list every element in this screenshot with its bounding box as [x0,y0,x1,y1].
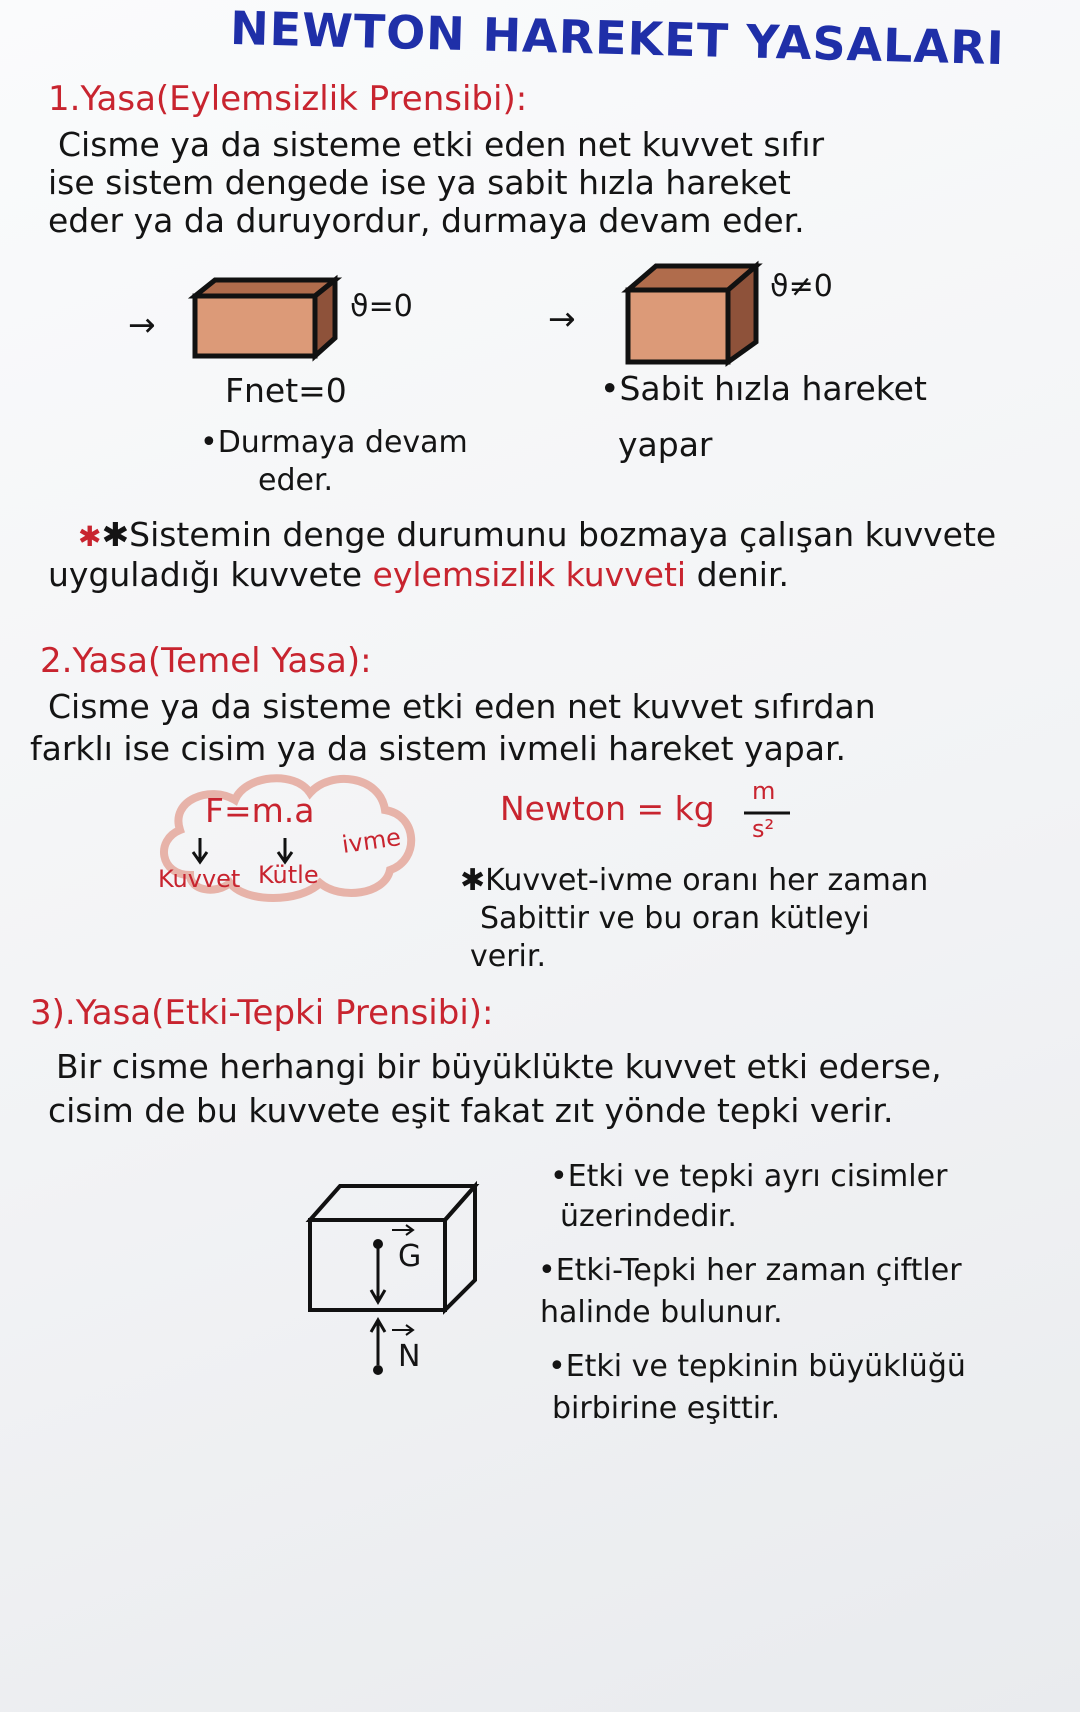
fnet-label: Fnet=0 [225,371,347,410]
star-note-line-1: ✱✱Sistemin denge durumunu bozmaya çalışan kuvvete [78,515,997,554]
law3-bullet-3a: •Etki ve tepkinin büyüklüğü [548,1349,966,1384]
law3-line-2: cisim de bu kuvvete eşit fakat zıt yönde tepki verir. [48,1091,894,1130]
note-left-1: •Durmaya devam [200,425,468,460]
law2-note-2: Sabittir ve bu oran kütleyi [480,901,870,936]
box-stationary-icon [185,278,355,368]
law1-heading: 1.Yasa(Eylemsizlik Prensibi): [48,79,528,119]
formula-f-ma: F=m.a [205,791,315,830]
law3-bullet-2b: halinde bulunur. [540,1295,783,1330]
arrow-left: → [128,305,156,344]
law2-note-3: verir. [470,939,546,974]
law2-heading: 2.Yasa(Temel Yasa): [40,641,372,681]
law3-line-1: Bir cisme herhangi bir büyüklükte kuvvet etki ederse, [56,1047,942,1086]
box1-velocity-label: ϑ=0 [350,289,413,324]
newton-unit-den: s² [752,815,775,843]
law2-note-1: ✱Kuvvet-ivme oranı her zaman [460,863,929,898]
law3-heading: 3).Yasa(Etki-Tepki Prensibi): [30,993,494,1033]
law1-line-3: eder ya da duruyordur, durmaya devam eder. [48,201,805,240]
note-right-1: •Sabit hızla hareket [600,369,927,408]
law3-bullet-1b: üzerindedir. [560,1199,737,1234]
label-kuvvet: Kuvvet [158,865,241,893]
note-left-2: eder. [258,463,334,498]
box2-velocity-label: ϑ≠0 [770,269,833,304]
newton-unit-lhs: Newton = kg [500,789,715,828]
highlight-eylemsizlik: eylemsizlik kuvveti [372,555,687,594]
law1-line-2: ise sistem dengede ise ya sabit hızla hareket [48,163,791,202]
law3-bullet-3b: birbirine eşittir. [552,1391,781,1426]
box-moving-icon [620,262,770,372]
law2-line-1: Cisme ya da sisteme etki eden net kuvvet sıfırdan [48,687,876,726]
star-note-line-2: uyguladığı kuvvete eylemsizlik kuvveti denir. [48,555,789,594]
law3-bullet-1a: •Etki ve tepki ayrı cisimler [550,1159,948,1194]
law2-line-2: farklı ise cisim ya da sistem ivmeli hareket yapar. [30,729,847,768]
vector-g-label: G [398,1239,422,1274]
note-right-2: yapar [618,425,713,464]
law1-line-1: Cisme ya da sisteme etki eden net kuvvet sıfır [58,125,825,164]
newton-unit-num: m [752,777,776,805]
vector-n-label: N [398,1339,421,1374]
page-title: NEWTON HAREKET YASALARI [229,0,1006,76]
label-ivme: ivme [340,823,403,859]
box-force-diagram-icon [300,1180,490,1380]
arrow-mid: → [548,299,576,338]
law3-bullet-2a: •Etki-Tepki her zaman çiftler [538,1253,962,1288]
label-kutle: Kütle [258,861,319,889]
